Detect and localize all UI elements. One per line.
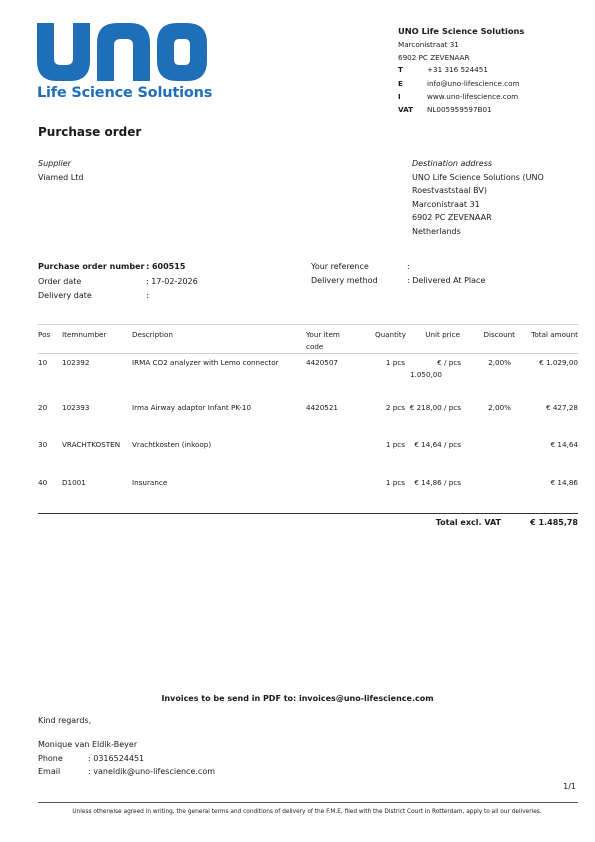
- row-price: € 14,64 / pcs: [414, 440, 461, 449]
- contact-website[interactable]: www.uno-lifescience.com: [427, 92, 519, 101]
- col-quantity: Quantity: [374, 330, 406, 339]
- your-reference-value: :: [407, 262, 410, 271]
- col-discount: Discount: [483, 330, 515, 339]
- row-pos: 40: [38, 478, 48, 487]
- row-desc: IRMA CO2 analyzer with Lemo connector: [132, 358, 279, 367]
- company-name: UNO Life Science Solutions: [398, 26, 525, 36]
- row-desc: Insurance: [132, 478, 168, 487]
- destination-label: Destination address: [412, 159, 493, 168]
- row-item: 102393: [62, 403, 90, 412]
- row-qty: 2 pcs: [385, 403, 405, 412]
- row-desc: Vrachtkosten (inkoop): [132, 440, 212, 449]
- row-pos: 30: [38, 440, 48, 449]
- table-bottom-divider: [38, 513, 578, 514]
- row-total: € 427,28: [545, 403, 578, 412]
- row-discount: 2,00%: [488, 403, 511, 412]
- footer-divider: [38, 802, 578, 803]
- col-unit-price: Unit price: [425, 330, 460, 339]
- row-qty: 1 pcs: [385, 478, 405, 487]
- destination-line: Roestvaststaal BV): [412, 186, 487, 195]
- delivery-date-label: Delivery date: [38, 291, 92, 300]
- document-title: Purchase order: [38, 125, 142, 139]
- destination-line: Marconistraat 31: [412, 200, 480, 209]
- row-pos: 10: [38, 358, 48, 367]
- row-code: 4420507: [306, 358, 339, 367]
- row-qty: 1 pcs: [385, 358, 405, 367]
- company-logo: [37, 23, 207, 81]
- destination-line: UNO Life Science Solutions (UNO: [412, 173, 544, 182]
- contact-key: T: [398, 65, 403, 74]
- invoice-note: Invoices to be send in PDF to: invoices@uno-lifescience.com: [161, 694, 434, 703]
- table-top-divider: [38, 324, 578, 325]
- row-item: 102392: [62, 358, 90, 367]
- contact-key: VAT: [398, 105, 413, 114]
- closing-regards: Kind regards,: [38, 716, 92, 725]
- page-number: 1/1: [563, 782, 576, 791]
- row-code: 4420521: [306, 403, 339, 412]
- row-item: VRACHTKOSTEN: [62, 440, 121, 449]
- po-number-label: Purchase order number: [38, 262, 145, 271]
- row-price: € 218,00 / pcs: [409, 403, 461, 412]
- phone-label: Phone: [38, 754, 63, 763]
- col-pos: Pos: [38, 330, 51, 339]
- row-discount: 2,00%: [488, 358, 511, 367]
- row-pos: 20: [38, 403, 48, 412]
- row-total: € 1.029,00: [539, 358, 578, 367]
- logo-tagline: Life Science Solutions: [37, 85, 213, 101]
- total-value: € 1.485,78: [530, 518, 578, 527]
- supplier-name: Viamed Ltd: [38, 173, 84, 182]
- your-reference-label: Your reference: [311, 262, 369, 271]
- row-item: D1001: [62, 478, 86, 487]
- order-date-label: Order date: [38, 277, 82, 286]
- row-price: € / pcs: [437, 358, 461, 367]
- contact-key: I: [398, 92, 401, 101]
- po-number-value: : 600515: [146, 262, 186, 271]
- col-itemnumber: Itemnumber: [62, 330, 107, 339]
- signer-name: Monique van Eldik-Beyer: [38, 740, 138, 749]
- footer-terms: Unless otherwise agreed in writing, the general terms and conditions of delivery of the F.M.E, filed with the District Court in Rotterdam, apply to all our deliveries.: [72, 809, 542, 815]
- phone-value: : 0316524451: [88, 754, 145, 763]
- delivery-date-value: :: [146, 291, 149, 300]
- contact-phone: +31 316 524451: [427, 65, 488, 74]
- row-total: € 14,86: [550, 478, 578, 487]
- supplier-label: Supplier: [38, 159, 71, 168]
- contact-key: E: [398, 79, 403, 88]
- delivery-method-label: Delivery method: [311, 276, 378, 285]
- row-qty: 1 pcs: [385, 440, 405, 449]
- row-desc: Irma Airway adaptor Infant PK-10: [132, 403, 252, 412]
- email-value[interactable]: : vaneldik@uno-lifescience.com: [88, 767, 216, 776]
- col-total-amount: Total amount: [531, 330, 578, 339]
- delivery-method-value: : Delivered At Place: [407, 276, 486, 285]
- total-label: Total excl. VAT: [435, 518, 501, 527]
- email-label: Email: [38, 767, 61, 776]
- row-price: € 14,86 / pcs: [414, 478, 461, 487]
- row-total: € 14,64: [550, 440, 578, 449]
- col-your-item-code-2: code: [306, 342, 324, 351]
- table-header-divider: [38, 353, 578, 354]
- row-price-cont: 1.050,00: [410, 370, 443, 379]
- destination-line: 6902 PC ZEVENAAR: [412, 213, 492, 222]
- company-address-line: Marconistraat 31: [398, 40, 459, 49]
- contact-vat: NL005959597B01: [427, 105, 492, 114]
- company-address-line: 6902 PC ZEVENAAR: [398, 53, 470, 62]
- destination-line: Netherlands: [412, 227, 461, 236]
- col-description: Description: [132, 330, 173, 339]
- table-header: [38, 330, 578, 351]
- col-your-item-code: Your item: [306, 330, 340, 339]
- contact-email[interactable]: info@uno-lifescience.com: [427, 79, 520, 88]
- order-date-value: : 17-02-2026: [146, 277, 198, 286]
